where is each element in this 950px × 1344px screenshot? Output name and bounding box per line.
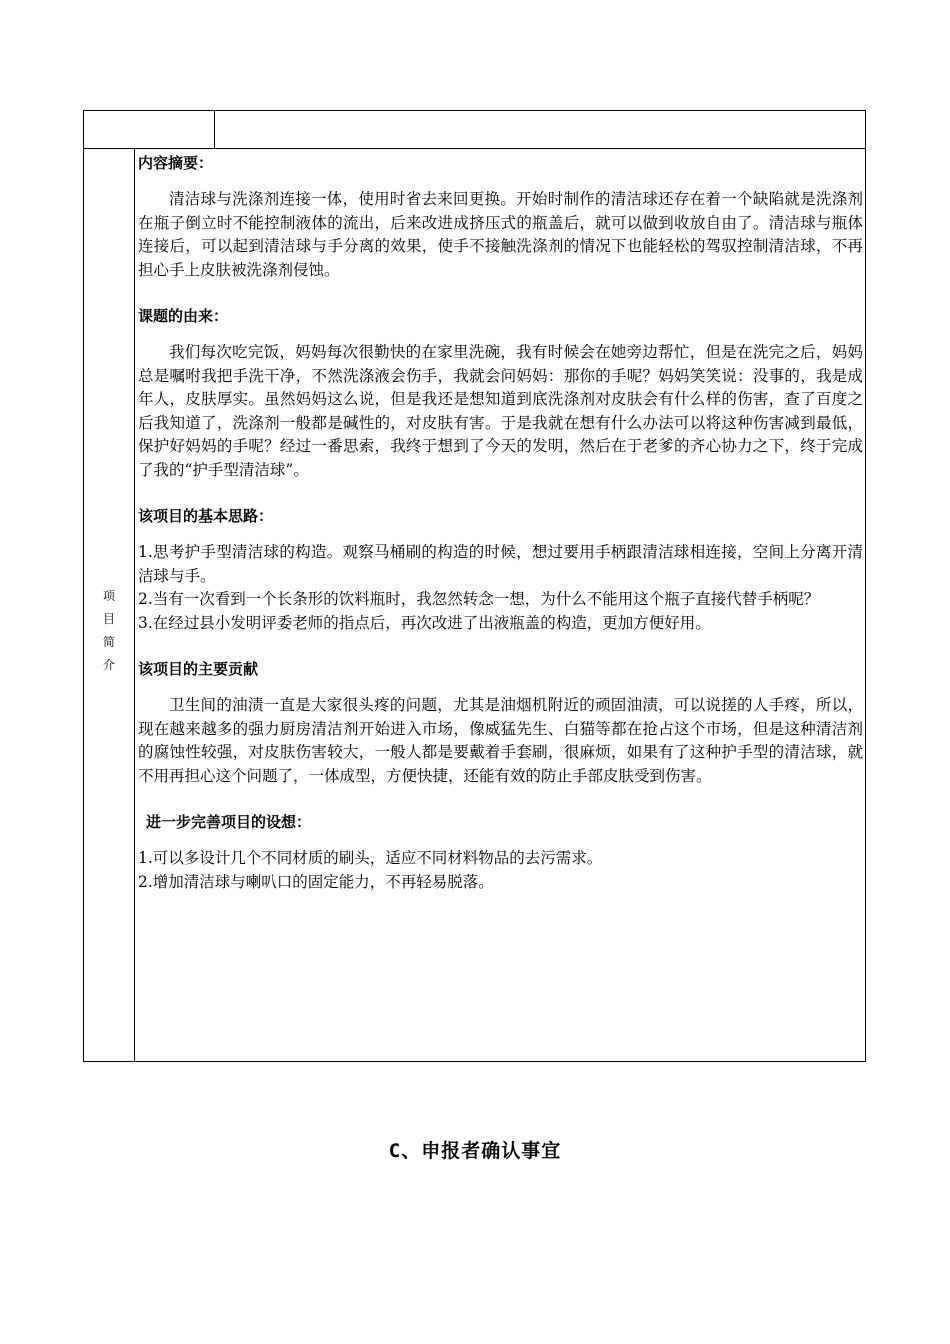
summary-text: 清洁球与洗涤剂连接一体，使用时省去来回更换。开始时制作的清洁球还存在着一个缺陷就是洗涤剂在瓶子倒立时不能控制液体的流出，后来改进成挤压式的瓶盖后，就可以做到收放自由了。清洁球与瓶体连接后，可以起到清洁球与手分离的效果，使手不接触洗涤剂的情况下也能轻松的驾驭控制清洁球，不再担心手上皮肤被洗涤剂侵蚀。 (138, 190, 863, 279)
row-label-project-intro (84, 585, 134, 677)
row-label-char: 项 (102, 589, 115, 603)
table-top-row (84, 111, 865, 149)
approach-item: 1.思考护手型清洁球的构造。观察马桶刷的构造的时候，想过要用手柄跟清洁球相连接，空间上分离开清洁球与手。 (138, 543, 863, 585)
top-row-label-cell (84, 111, 215, 148)
improvement-item: 1.可以多设计几个不同材质的刷头，适应不同材料物品的去污需求。 (138, 849, 603, 867)
top-row-value-cell (215, 111, 865, 148)
improvement-heading: 进一步完善项目的设想： (146, 813, 312, 831)
project-table (83, 110, 866, 1062)
origin-text: 我们每次吃完饭，妈妈每次很勤快的在家里洗碗，我有时候会在她旁边帮忙，但是在洗完之后，妈妈总是嘱咐我把手洗干净，不然洗涤液会伤手，我就会问妈妈：那你的手呢？妈妈笑笑说：没事的，我是成年人，皮肤厚实。虽然妈妈这么说，但是我还是想知道到底洗涤剂对皮肤会有什么样的伤害，查了百度之后我知道了，洗涤剂一般都是碱性的，对皮肤有害。于是我就在想有什么办法可以将这种伤害减到最低，保护好妈妈的手呢？经过一番思索，我终于想到了今天的发明，然后在于老爹的齐心协力之下，终于完成了我的“护手型清洁球”。 (138, 343, 863, 479)
summary-heading: 内容摘要： (138, 154, 214, 172)
row-label-char: 介 (102, 658, 115, 672)
improvement-item: 2.增加清洁球与喇叭口的固定能力，不再轻易脱落。 (138, 872, 494, 891)
approach-heading: 该项目的基本思路： (138, 507, 274, 525)
section-title: C、申报者确认事宜 (388, 1140, 562, 1162)
row-label-char: 简 (102, 635, 115, 649)
approach-item: 2.当有一次看到一个长条形的饮料瓶时，我忽然转念一想，为什么不能用这个瓶子直接代替手柄呢？ (138, 590, 820, 608)
approach-item: 3.在经过县小发明评委老师的指点后，再次改进了出液瓶盖的构造，更加方便好用。 (138, 613, 711, 632)
row-label-cell (84, 149, 135, 1061)
project-intro-content (135, 149, 865, 1061)
contribution-heading: 该项目的主要贡献 (138, 660, 259, 678)
row-label-char: 目 (102, 612, 115, 626)
origin-heading: 课题的由来： (138, 307, 229, 325)
contribution-text: 卫生间的油渍一直是大家很头疼的问题，尤其是油烟机附近的顽固油渍，可以说搓的人手疼，所以，现在越来越多的强力厨房清洁剂开始进入市场，像威猛先生、白猫等都在抢占这个市场，但是这种清洁剂的腐蚀性较强，对皮肤伤害较大，一般人都是要戴着手套刷，很麻烦，如果有了这种护手型的清洁球，就不用再担心这个问题了，一体成型，方便快捷，还能有效的防止手部皮肤受到伤害。 (138, 696, 863, 785)
